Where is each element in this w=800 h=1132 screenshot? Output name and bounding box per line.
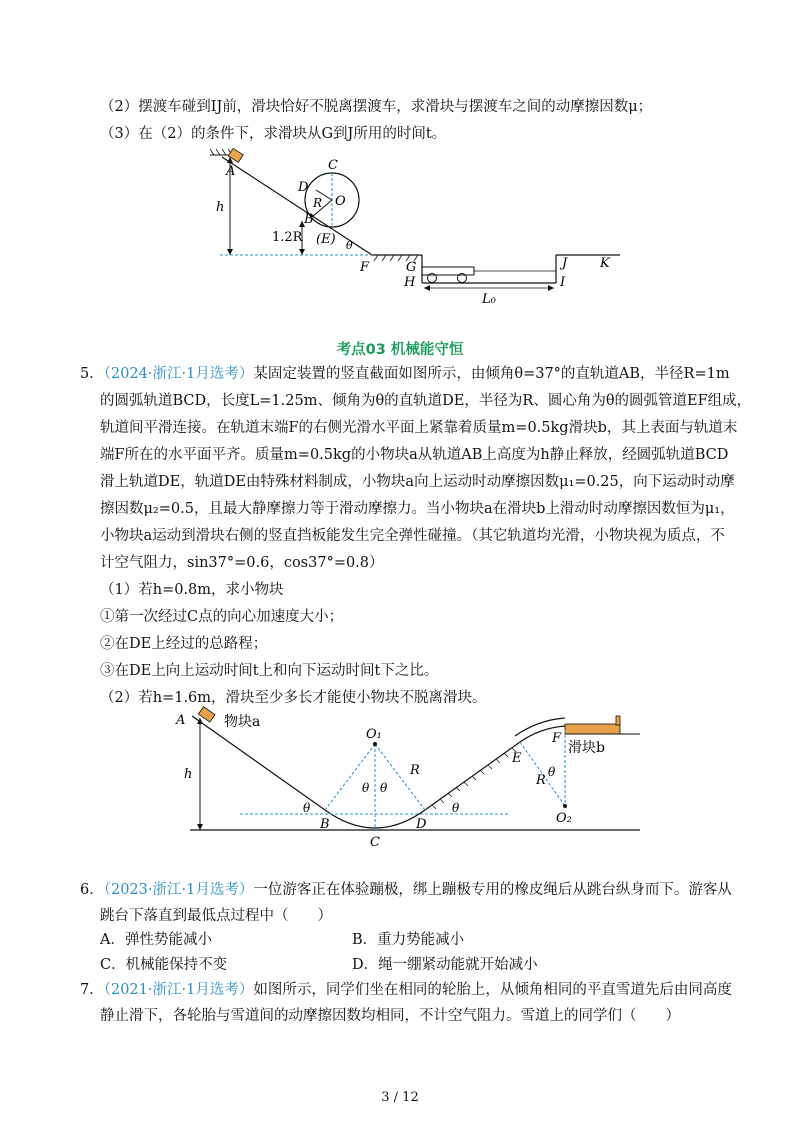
q5-line-10: ①第一次经过C点的向心加速度大小； — [100, 609, 344, 625]
fig2-label-theta-2: θ — [380, 781, 388, 795]
fig1-label-I: I — [560, 275, 566, 290]
q6-option-a[interactable]: A．弹性势能减小 — [100, 932, 212, 948]
q4-part3: （3）在（2）的条件下，求滑块从G到J所用的时间t。 — [100, 126, 447, 142]
q5-line-3: 轨道间平滑连接。在轨道末端F的右侧光滑水平面上紧靠着质量m=0.5kg滑块b，其上表面与轨道末 — [100, 420, 738, 436]
fig1-label-theta: θ — [346, 239, 353, 252]
fig1-label-L0: L₀ — [482, 292, 496, 307]
q5-line-1 — [80, 364, 730, 384]
q5-line-11: ②在DE上经过的总路程； — [100, 636, 268, 652]
q7-text-0: 如图所示，同学们坐在相同的轮胎上，从倾角相同的平直雪道先后由同高度 — [253, 982, 732, 998]
q4-part2: （2）摆渡车碰到IJ前，滑块恰好不脱离摆渡车，求滑块与摆渡车之间的动摩擦因数μ； — [100, 99, 653, 115]
q6-source: （2023·浙江·1月选考） — [103, 882, 254, 898]
fig1-label-A: A — [226, 164, 236, 179]
q5-text-0: 某固定装置的竖直截面如图所示，由倾角θ=37°的直轨道AB，半径R=1m — [253, 366, 730, 382]
q7-source: （2021·浙江·1月选考） — [103, 982, 254, 998]
fig1-label-F: F — [360, 260, 370, 275]
fig2-label-D: D — [416, 817, 427, 832]
fig1-label-E: (E) — [316, 232, 336, 247]
fig2-label-R2: R — [536, 773, 546, 788]
page-number: 3 / 12 — [381, 1090, 419, 1105]
q7-line-1 — [80, 980, 732, 1000]
q6-number: 6． — [80, 882, 104, 898]
q6-line-1 — [80, 880, 732, 900]
q6-line-2: 跳台下落直到最低点过程中（ ） — [100, 908, 332, 924]
q6-option-c[interactable]: C．机械能保持不变 — [100, 957, 228, 973]
fig1-label-R: R — [313, 196, 323, 210]
fig2-label-R: R — [410, 763, 420, 778]
fig2-label-theta-4: θ — [452, 801, 460, 815]
fig2-label-O2: O₂ — [556, 811, 572, 826]
fig2-label-C: C — [370, 835, 380, 850]
fig1-label-G: G — [406, 260, 417, 275]
q5-line-7: 小物块a运动到滑块右侧的竖直挡板能发生完全弹性碰撞。（其它轨道均光滑，小物块视为质点，不 — [100, 528, 725, 544]
fig1-label-D: D — [298, 180, 309, 195]
fig2-label-theta-3: θ — [303, 801, 311, 815]
q5-line-9: （1）若h=0.8m，求小物块 — [100, 582, 284, 598]
q5-line-8: 计空气阻力，sin37°=0.6，cos37°=0.8） — [100, 555, 384, 571]
fig2-label-block-a: 物块a — [224, 714, 261, 730]
fig1-label-K: K — [600, 256, 610, 271]
q5-source: （2024·浙江·1月选考） — [103, 366, 254, 382]
q5-number: 5． — [80, 366, 104, 382]
q5-line-12: ③在DE上向上运动时间t上和向下运动时间t下之比。 — [100, 663, 439, 679]
fig1-label-h: h — [216, 200, 225, 215]
fig2-label-theta-1: θ — [362, 781, 370, 795]
fig1-label-O: O — [335, 194, 346, 209]
fig1-label-J: J — [562, 256, 568, 271]
fig1-label-C: C — [328, 158, 338, 173]
fig2-label-B: B — [320, 817, 330, 832]
section-title: 考点03 机械能守恒 — [336, 342, 464, 358]
q6-option-b[interactable]: B．重力势能减小 — [352, 932, 465, 948]
q5-line-2: 的圆弧轨道BCD，长度L=1.25m、倾角为θ的直轨道DE，半径为R、圆心角为θ的圆弧管道EF组成， — [100, 393, 752, 409]
fig2-label-slider-b: 滑块b — [568, 740, 605, 756]
q5-line-13: （2）若h=1.6m，滑块至少多长才能使小物块不脱离滑块。 — [100, 690, 487, 706]
fig1-label-B: B — [304, 212, 314, 227]
q6-text-0: 一位游客正在体验蹦极，绑上蹦极专用的橡皮绳后从跳台纵身而下。游客从 — [253, 882, 732, 898]
figure-2 — [170, 706, 650, 856]
fig2-label-O1: O₁ — [366, 727, 382, 742]
q5-line-5: 滑上轨道DE，轨道DE由特殊材料制成，小物块a向上运动时动摩擦因数μ₁=0.25，向下运动时动摩 — [100, 474, 735, 490]
q7-number: 7． — [80, 982, 104, 998]
fig2-label-E: E — [512, 751, 522, 766]
fig1-label-H: H — [404, 275, 416, 290]
q6-option-d[interactable]: D．绳一绷紧动能就开始减小 — [352, 957, 538, 973]
fig2-label-theta-5: θ — [548, 765, 556, 779]
fig2-label-A: A — [176, 713, 186, 728]
figure-1 — [200, 145, 630, 307]
fig2-label-F: F — [552, 731, 562, 746]
q5-line-6: 擦因数μ₂=0.5，且最大静摩擦力等于滑动摩擦力。当小物块a在滑块b上滑动时动摩擦因数恒为μ₁， — [100, 501, 735, 517]
fig1-label-12R: 1.2R — [272, 230, 303, 245]
q7-line-2: 静止滑下，各轮胎与雪道间的动摩擦因数均相同，不计空气阻力。雪道上的同学们（ ） — [100, 1008, 680, 1024]
fig2-label-h: h — [184, 767, 193, 782]
q5-line-4: 端F所在的水平面平齐。质量m=0.5kg的小物块a从轨道AB上高度为h静止释放，经圆弧轨道BCD — [100, 447, 729, 463]
